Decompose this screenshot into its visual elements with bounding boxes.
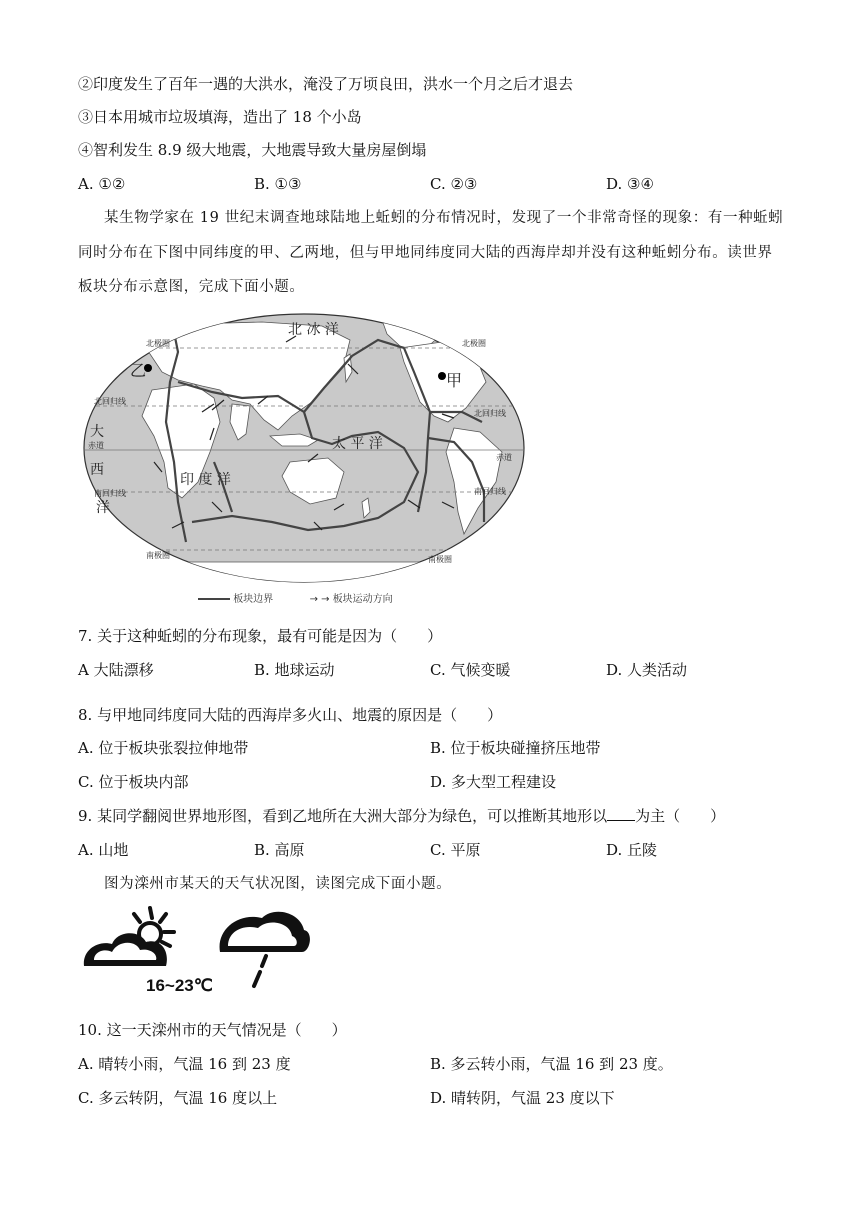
legend-arrow-icon: → → [309, 594, 330, 605]
q8-option-d: D. 多大型工程建设 [430, 773, 557, 791]
q8-option-b: B. 位于板块碰撞挤压地带 [430, 739, 601, 757]
q9-stem-before: 9. 某同学翻阅世界地形图，看到乙地所在大洲大部分为绿色，可以推断其地形以 [78, 807, 608, 825]
q9-option-d: D. 丘陵 [606, 841, 658, 859]
label-arctic-ocean: 北 冰 洋 [288, 322, 339, 338]
intro1-line3: 板块分布示意图，完成下面小题。 [78, 279, 305, 295]
q10-option-b: B. 多云转小雨，气温 16 到 23 度。 [430, 1055, 673, 1073]
q8-option-c: C. 位于板块内部 [78, 773, 189, 791]
q10-option-d: D. 晴转阴，气温 23 度以下 [430, 1089, 615, 1107]
label-arctic-circle-right: 北极圈 [462, 339, 486, 348]
prev-item-3: ③日本用城市垃圾填海，造出了 18 个小岛 [78, 108, 362, 126]
intro2: 图为滦州市某天的天气状况图，读图完成下面小题。 [104, 876, 452, 892]
label-tropic-cancer-right: 北回归线 [474, 409, 506, 418]
q6-option-d: D. ③④ [606, 175, 654, 193]
partly-cloudy-icon [84, 908, 174, 966]
label-antarctic-circle-left: 南极圈 [146, 551, 170, 560]
q7-option-d: D. 人类活动 [606, 661, 688, 679]
rain-icon [220, 912, 310, 986]
label-equator-right: 赤道 [496, 453, 512, 462]
label-atlantic-1: 大 [90, 424, 104, 440]
q10-option-a: A. 晴转小雨，气温 16 到 23 度 [78, 1055, 291, 1073]
q9-option-a: A. 山地 [78, 841, 129, 859]
prev-item-2: ②印度发生了百年一遇的大洪水，淹没了万顷良田，洪水一个月之后才退去 [78, 75, 574, 93]
q9-option-c: C. 平原 [430, 841, 481, 859]
q6-option-c: C. ②③ [430, 175, 478, 193]
q9-blank [607, 806, 635, 821]
q7-option-c: C. 气候变暖 [430, 661, 511, 679]
label-yi: 乙 [130, 361, 147, 380]
q10-stem: 10. 这一天滦州市的天气情况是（ ） [78, 1021, 347, 1039]
label-tropic-capricorn-left: 南回归线 [94, 489, 126, 498]
q9-option-b: B. 高原 [254, 841, 305, 859]
map-legend [198, 590, 393, 605]
q7-option-a: A 大陆漂移 [78, 661, 154, 679]
temperature-range: 16~23℃ [146, 976, 213, 995]
q7-option-b: B. 地球运动 [254, 661, 335, 679]
q8-option-a: A. 位于板块张裂拉伸地带 [78, 739, 249, 757]
plate-map-svg [82, 312, 527, 584]
intro1-line1: 某生物学家在 19 世纪末调查地球陆地上蚯蚓的分布情况时，发现了一个非常奇怪的现象：有一种蚯蚓 [104, 210, 784, 226]
label-equator-left: 赤道 [88, 441, 104, 450]
label-atlantic-2: 西 [90, 462, 104, 478]
q7-stem: 7. 关于这种蚯蚓的分布现象，最有可能是因为（ ） [78, 627, 443, 645]
q9-stem-after: 为主（ ） [635, 807, 726, 825]
q8-stem: 8. 与甲地同纬度同大陆的西海岸多火山、地震的原因是（ ） [78, 706, 503, 724]
legend-boundary-label: 板块边界 [233, 594, 274, 605]
label-arctic-circle-left: 北极圈 [146, 339, 170, 348]
label-indian-ocean: 印 度 洋 [180, 472, 231, 488]
legend-boundary-swatch [198, 598, 230, 600]
prev-item-4: ④智利发生 8.9 级大地震，大地震导致大量房屋倒塌 [78, 141, 427, 159]
legend-direction-label: 板块运动方向 [332, 594, 393, 605]
label-atlantic-3: 洋 [96, 500, 110, 516]
label-tropic-capricorn-right: 南回归线 [474, 487, 506, 496]
jia-location-dot [438, 372, 446, 380]
intro1-line2: 同时分布在下图中同纬度的甲、乙两地，但与甲地同纬度同大陆的西海岸却并没有这种蚯蚓分布。读世界 [78, 245, 773, 261]
label-pacific-ocean: 太 平 洋 [332, 436, 383, 452]
q6-option-a: A. ①② [78, 175, 126, 193]
label-antarctic-circle-right: 南极圈 [428, 555, 452, 564]
label-tropic-cancer-left: 北回归线 [94, 397, 126, 406]
world-plate-map [82, 312, 527, 584]
q9-stem [78, 806, 725, 826]
q6-option-b: B. ①③ [254, 175, 302, 193]
q10-option-c: C. 多云转阴，气温 16 度以上 [78, 1089, 278, 1107]
label-jia: 甲 [446, 371, 463, 390]
